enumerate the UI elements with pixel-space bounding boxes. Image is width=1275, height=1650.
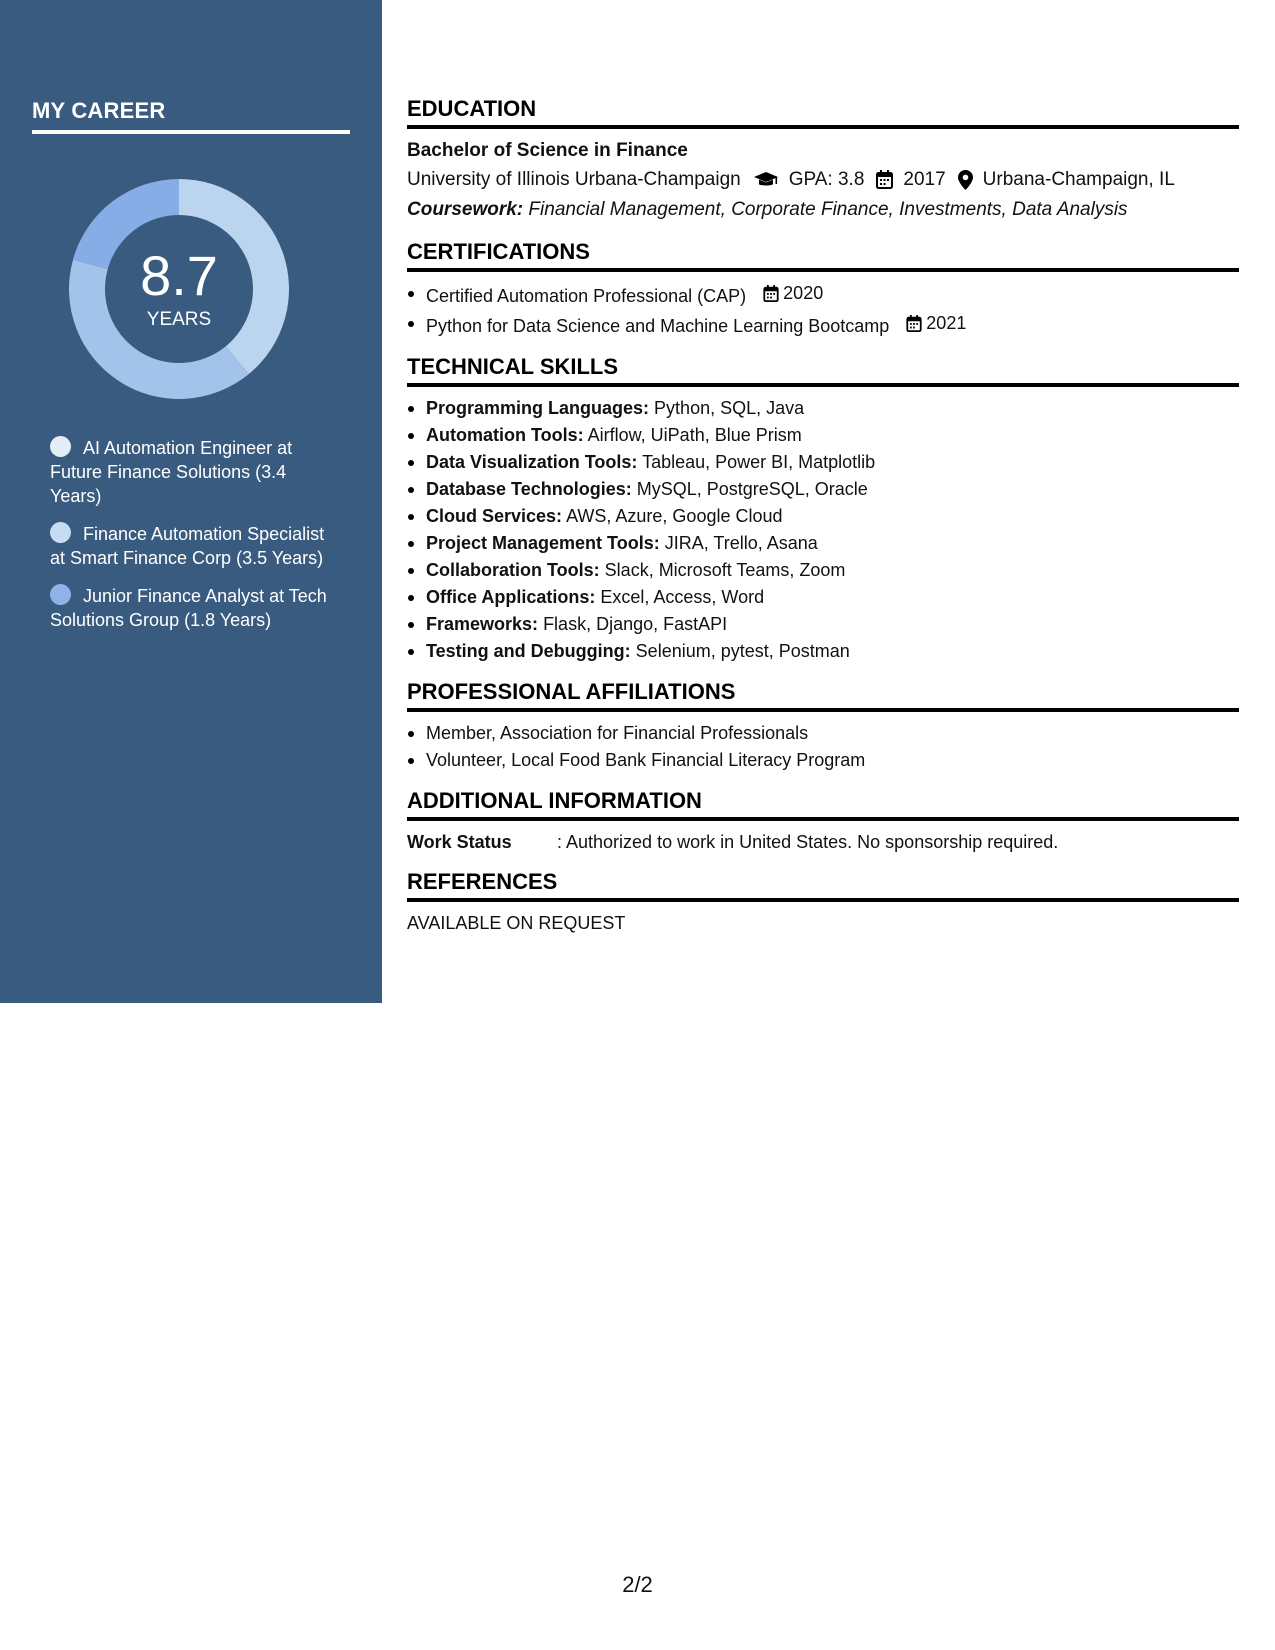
certification-year-group <box>906 310 966 337</box>
list-item <box>407 422 1239 449</box>
list-item <box>407 584 1239 611</box>
section-title: EDUCATION <box>407 96 1239 129</box>
skill-label: Collaboration Tools: <box>426 560 600 580</box>
total-years-unit: YEARS <box>146 309 212 330</box>
skill-value: MySQL, PostgreSQL, Oracle <box>636 479 868 499</box>
gpa: GPA: 3.8 <box>788 169 865 190</box>
list-item <box>407 476 1239 503</box>
school-name: University of Illinois Urbana-Champaign <box>407 169 741 190</box>
references-text: AVAILABLE ON REQUEST <box>407 913 626 933</box>
sidebar-title: MY CAREER <box>32 98 350 134</box>
skill-label: Data Visualization Tools: <box>426 452 638 472</box>
skill-value: Slack, Microsoft Teams, Zoom <box>604 560 846 580</box>
section-title: REFERENCES <box>407 869 1239 902</box>
certification-year-group <box>763 280 823 307</box>
career-donut-chart <box>66 176 292 402</box>
skill-value: Flask, Django, FastAPI <box>543 614 728 634</box>
career-item <box>50 584 340 632</box>
skill-value: Airflow, UiPath, Blue Prism <box>587 425 802 445</box>
skill-label: Automation Tools: <box>426 425 584 445</box>
technical-skills-section <box>407 354 1239 665</box>
career-dot-icon <box>50 522 71 543</box>
section-title: CERTIFICATIONS <box>407 239 1239 272</box>
list-item <box>407 503 1239 530</box>
skill-label: Office Applications: <box>426 587 596 607</box>
career-item <box>50 436 340 508</box>
skill-value: Tableau, Power BI, Matplotlib <box>642 452 876 472</box>
calendar-icon <box>763 285 779 302</box>
certification-name: Certified Automation Professional (CAP) <box>426 286 747 306</box>
skill-label: Project Management Tools: <box>426 533 660 553</box>
resume-main <box>407 96 1239 950</box>
affiliations-section <box>407 679 1239 774</box>
calendar-icon <box>906 315 922 332</box>
career-item <box>50 522 340 570</box>
list-item <box>407 530 1239 557</box>
skill-label: Frameworks: <box>426 614 539 634</box>
education-section <box>407 96 1239 225</box>
skill-value: Excel, Access, Word <box>600 587 765 607</box>
coursework-list: Financial Management, Corporate Finance, Investments, Data Analysis <box>528 199 1128 220</box>
skill-value: AWS, Azure, Google Cloud <box>566 506 783 526</box>
list-item <box>407 449 1239 476</box>
list-item <box>407 557 1239 584</box>
section-title: ADDITIONAL INFORMATION <box>407 788 1239 821</box>
graduation-year: 2017 <box>903 169 946 190</box>
work-status-value: : Authorized to work in United States. No sponsorship required. <box>557 832 1059 852</box>
coursework-label: Coursework: <box>407 199 524 220</box>
certifications-list <box>407 280 1239 340</box>
list-item <box>407 395 1239 422</box>
work-status-row <box>407 829 1239 855</box>
career-item-text: AI Automation Engineer at Future Finance Solutions (3.4 Years) <box>50 438 293 506</box>
graduation-cap-icon <box>753 171 779 189</box>
skill-value: Python, SQL, Java <box>654 398 805 418</box>
school-location: Urbana-Champaign, IL <box>982 169 1175 190</box>
references-section <box>407 869 1239 936</box>
additional-info-section <box>407 788 1239 855</box>
career-item-text: Finance Automation Specialist at Smart Finance Corp (3.5 Years) <box>50 524 325 568</box>
page-number: 2/2 <box>622 1572 653 1597</box>
certifications-section <box>407 239 1239 340</box>
coursework <box>407 195 1239 225</box>
section-title: PROFESSIONAL AFFILIATIONS <box>407 679 1239 712</box>
career-item-text: Junior Finance Analyst at Tech Solutions Group (1.8 Years) <box>50 586 327 630</box>
calendar-icon <box>876 170 893 189</box>
skill-label: Programming Languages: <box>426 398 650 418</box>
career-dot-icon <box>50 584 71 605</box>
skill-label: Testing and Debugging: <box>426 641 631 661</box>
list-item <box>407 638 1239 665</box>
list-item: Volunteer, Local Food Bank Financial Literacy Program <box>407 747 1239 774</box>
skill-value: JIRA, Trello, Asana <box>664 533 818 553</box>
list-item <box>407 611 1239 638</box>
skill-label: Database Technologies: <box>426 479 632 499</box>
skill-value: Selenium, pytest, Postman <box>635 641 850 661</box>
affiliations-list <box>407 720 1239 774</box>
certification-name: Python for Data Science and Machine Learning Bootcamp <box>426 316 890 336</box>
career-sidebar <box>0 0 382 1003</box>
total-years-value: 8.7 <box>140 244 218 307</box>
education-details <box>407 164 1239 195</box>
map-pin-icon <box>958 170 973 190</box>
skill-label: Cloud Services: <box>426 506 563 526</box>
list-item <box>407 280 1239 310</box>
work-status-label: Work Status <box>407 832 512 852</box>
list-item <box>407 310 1239 340</box>
degree: Bachelor of Science in Finance <box>407 140 688 161</box>
section-title: TECHNICAL SKILLS <box>407 354 1239 387</box>
skills-list <box>407 395 1239 665</box>
list-item: Member, Association for Financial Professionals <box>407 720 1239 747</box>
career-list <box>50 436 340 646</box>
certification-year: 2020 <box>783 283 824 303</box>
donut-center <box>66 176 292 402</box>
career-dot-icon <box>50 436 71 457</box>
certification-year: 2021 <box>926 313 967 333</box>
